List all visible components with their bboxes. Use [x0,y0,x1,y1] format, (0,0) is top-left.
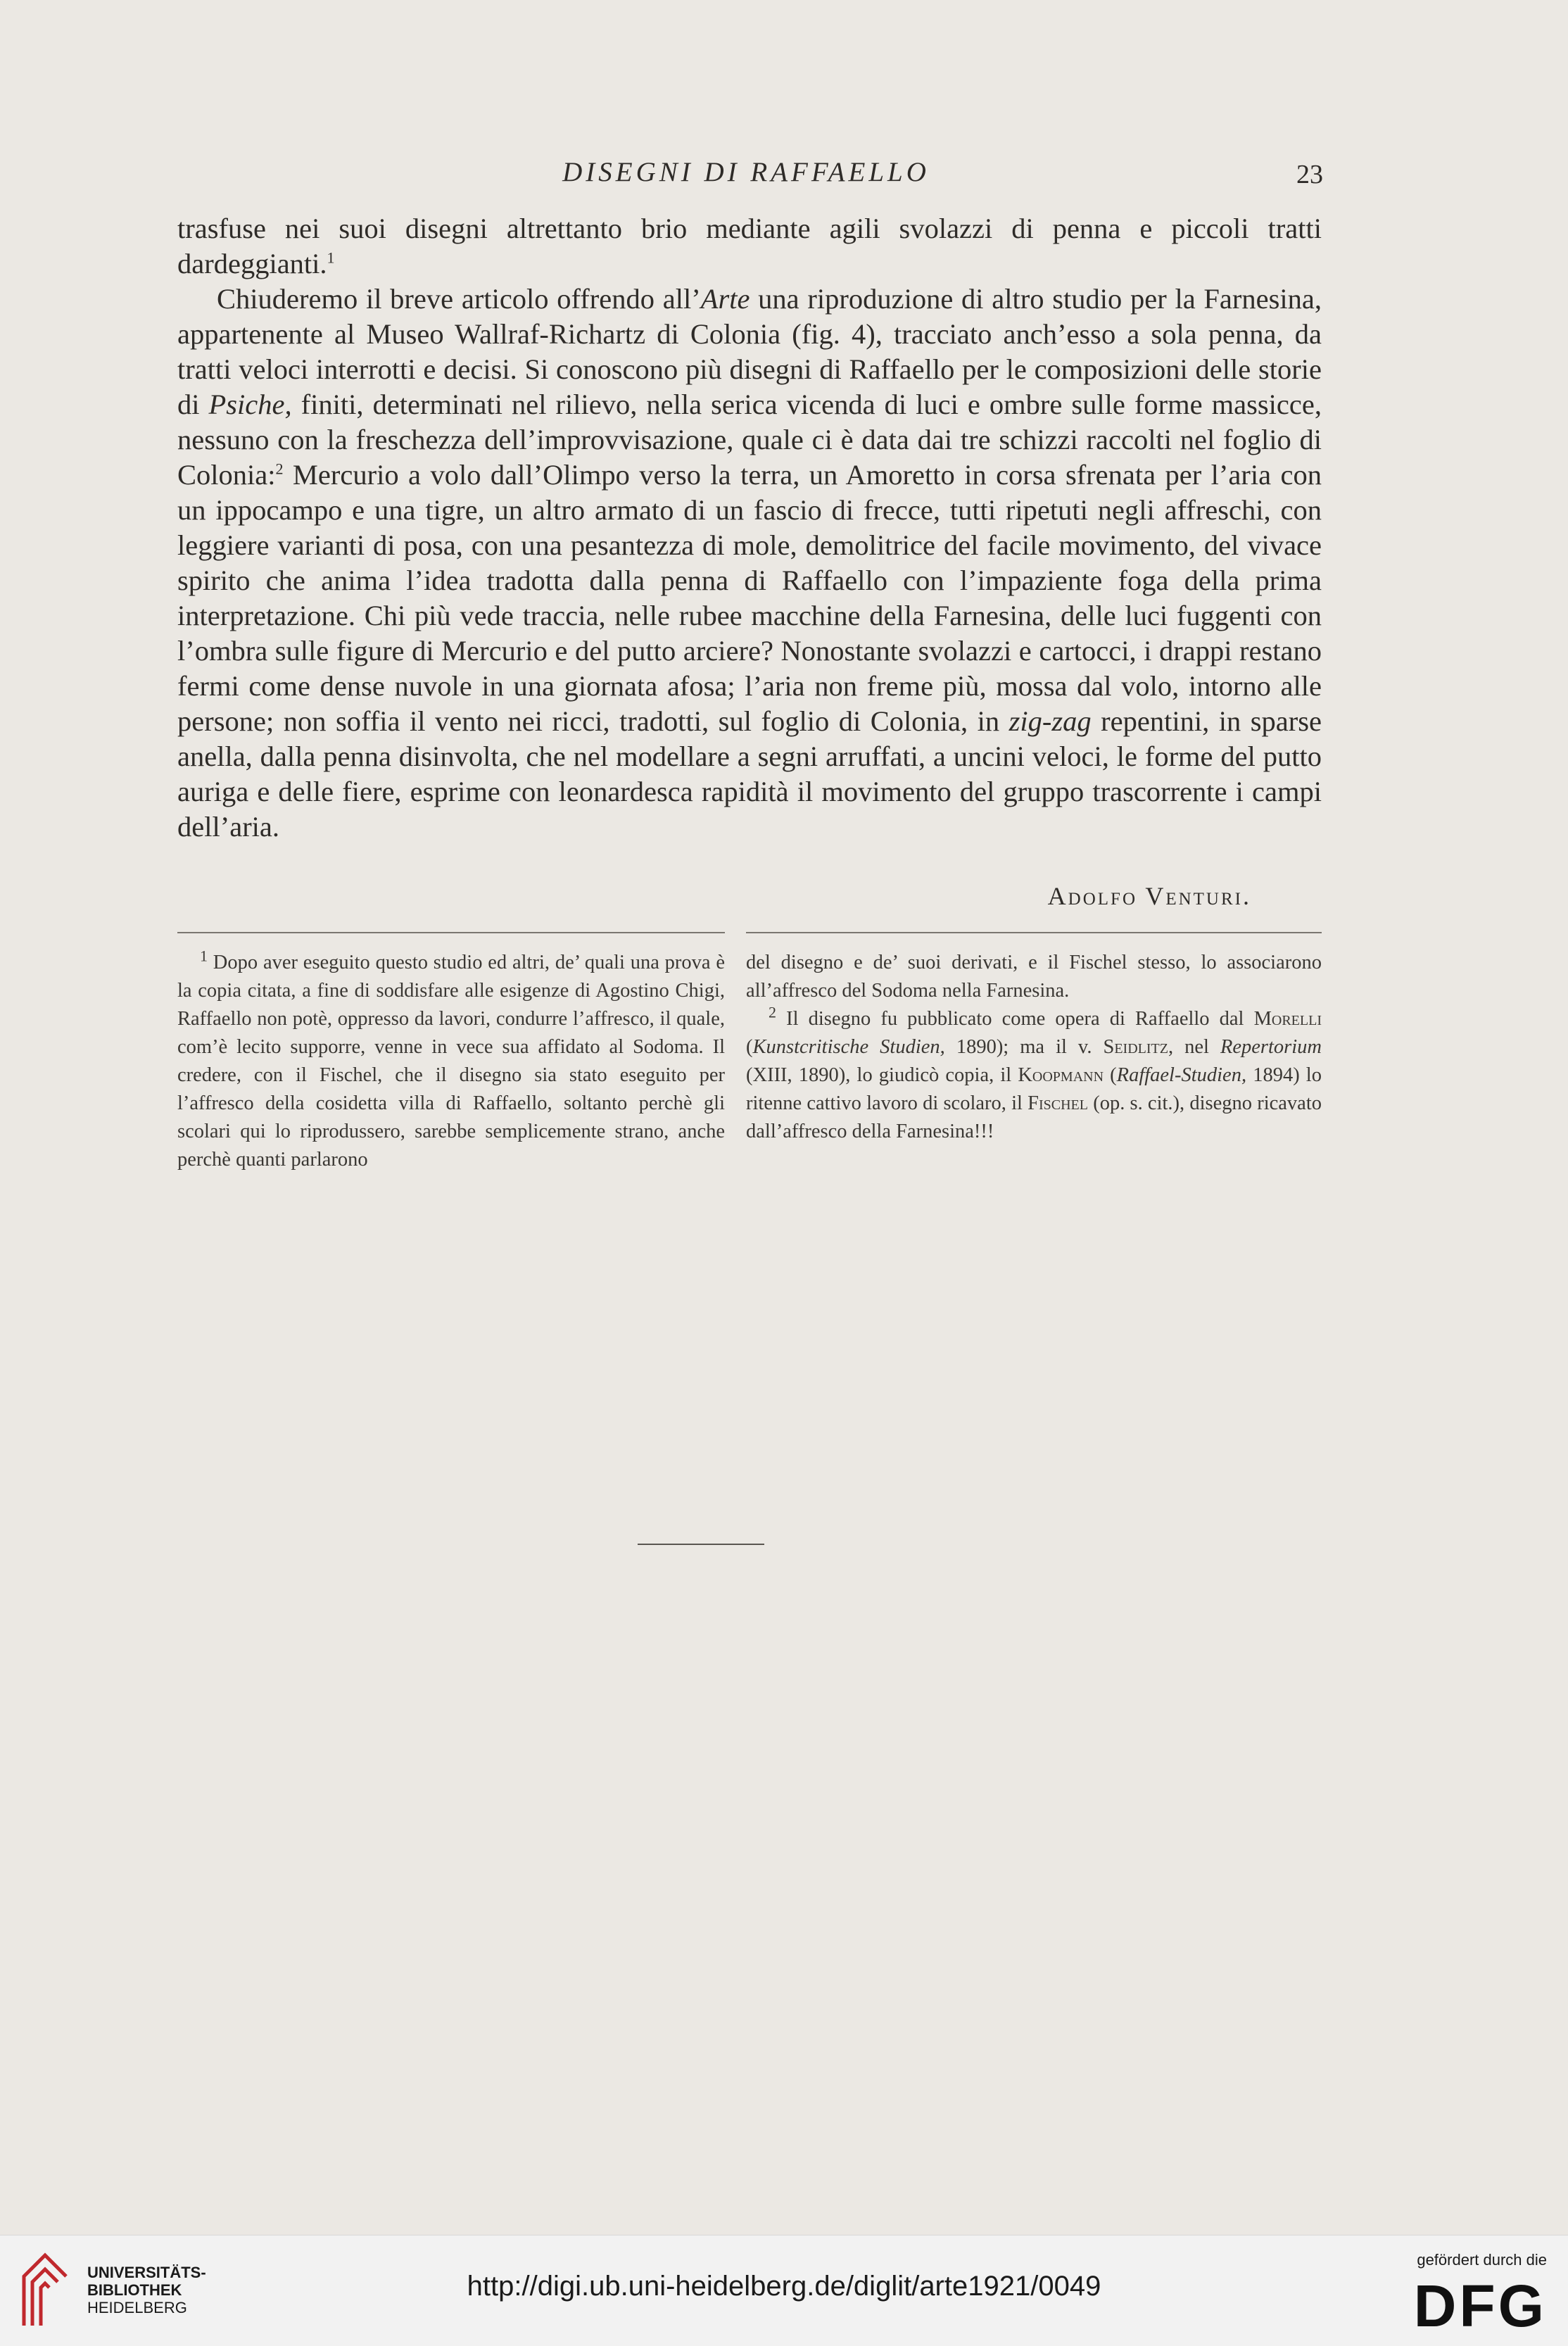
footnote-divider-left [177,932,725,933]
running-head [169,156,1323,196]
permalink-url[interactable]: http://digi.ub.uni-heidelberg.de/diglit/arte1921/0049 [467,2271,1101,2302]
footnote-divider-right [746,932,1322,933]
paragraph-1: trasfuse nei suoi disegni altrettanto brio mediante agili svolazzi di penna e piccoli tratti dardeggianti.$^1$ [177,213,1322,279]
end-of-article-rule [638,1544,764,1545]
page-number: 23 [1296,160,1323,189]
funding-note: gefördert durch die [1417,2251,1547,2269]
footnote-1: $^1$ Dopo aver eseguito questo studio ed altri, de’ quali una prova è la copia citata, a fine di soddisfare alle esigenze di Agostino Chigi, Raffaello non potè, oppresso da lavori, condurre l’affresco, il quale, com’è lecito supporre, venne in vece sua affidato al Sodoma. Il credere, con il Fischel, che il disegno sia stato eseguito per l’affresco della cosidetta villa di Raffaello, soltanto perchè gli scolari qui lo riprodussero, sarebbe semplicemente strano, anche perchè quanti parlarono [177,947,725,1171]
author-signature: Adolfo Venturi. [1047,882,1251,910]
footnotes-left-column [177,949,725,1174]
page-title: DISEGNI DI RAFFAELLO [562,157,930,187]
footnote-2: $^2$ Il disegno fu pubblicato come opera di Raffaello dal Morelli (Kunstcritische Studien, 1890); ma il v. Seidlitz, nel Repertorium (XIII, 1890), lo giudicò copia, il Koopmann (Raffael-Studien, 1894) lo ritenne cattivo lavoro di scolaro, il Fischel (op. s. cit.), disegno ricavato dall’affresco della Farnesina!!! [746,1003,1322,1142]
footnotes-right-column [746,949,1322,1146]
viewer-footer [0,2235,1568,2346]
footnote-ref-2[interactable]: 2 [275,460,284,478]
footnote-1-continued: del disegno e de’ suoi derivati, e il Fischel stesso, lo associarono all’affresco del Sodoma nella Farnesina. [746,952,1322,1002]
paragraph-2: Chiuderemo il breve articolo offrendo all’Arte una riproduzione di altro studio per la Farnesina, appartenente al Museo Wallraf-Richartz di Colonia (fig. 4), tracciato anch’esso a sola penna, da tratti veloci interrotti e decisi. Si conoscono più disegni di Raffaello per le composizioni delle storie di Psiche, finiti, determinati nel rilievo, nella serica vicenda di luci e ombre sulle forme massicce, nessuno con la freschezza dell’improvvisazione, quale ci è data dai tre schizzi raccolti nel foglio di Colonia:$^2$ Mercurio a volo dall’Olimpo verso la terra, un Amoretto in corsa sfrenata per l’aria con un ippocampo e una tigre, un altro armato di un fascio di frecce, tutti ripetuti negli affreschi, con leggiere varianti di posa, con una pesantezza di mole, demolitrice del facile movimento, del vivace spirito che anima l’idea tradotta dalla penna di Raffaello con l’impaziente foga della prima interpretazione. Chi più vede traccia, nelle rubee macchine della Farnesina, delle luci fuggenti con l’ombra sulle figure di Mercurio e del putto arciere? Nonostante svolazzi e cartocci, i drappi restano fermi come dense nuvole in una giornata afosa; l’aria non freme più, mossa dal volo, intorno alle persone; non soffia il vento nei ricci, tradotti, sul foglio di Colonia, in zig-zag repentini, in sparse anella, dalla penna disinvolta, che nel modellare a segni arruffati, a uncini veloci, le forme del putto auriga e delle fiere, esprime con leonardesca rapidità il movimento del gruppo trascorrente i campi dell’aria. [177,283,1322,843]
library-name: UNIVERSITÄTS- BIBLIOTHEK HEIDELBERG [87,2264,206,2316]
footnote-ref-1[interactable]: 1 [327,248,335,267]
body-text [177,211,1322,845]
dfg-logo: DFG [1413,2273,1547,2339]
